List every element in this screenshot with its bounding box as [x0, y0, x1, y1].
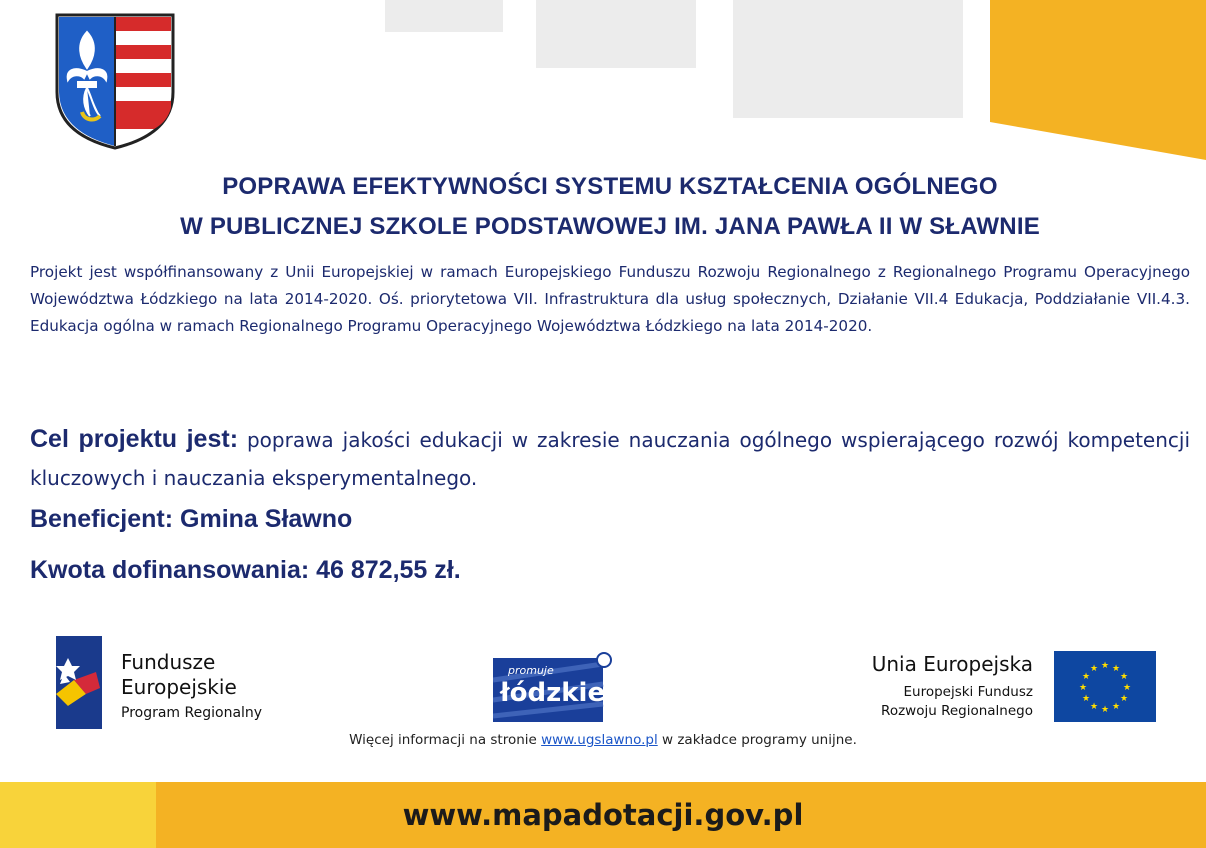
svg-text:★: ★ [1119, 694, 1129, 704]
fe-logo-line2: Europejskie [121, 675, 237, 699]
beneficiary: Beneficjent: Gmina Sławno [30, 505, 353, 533]
coat-of-arms-logo [54, 12, 176, 150]
svg-text:★: ★ [1078, 683, 1088, 693]
project-description: Projekt jest współfinansowany z Unii Europejskiej w ramach Europejskiego Funduszu Rozwoju Regionalnego z Regionalnego Programu Operacyjnego Województwa Łódzkiego na lata 2014-2020. Oś. priorytetowa VII. Infrastruktura dla usług społecznych, Działanie VII.4 Edukacja, Poddziałanie VII.4.3. Edukacja ogólna w ramach Regionalnego Programu Operacyjnego Województwa Łódzkiego na lata 2014-2020. [30, 263, 1190, 335]
goal-text: poprawa jakości edukacji w zakresie nauczania ogólnego wspierającego rozwój kompetencji kluczowych i nauczania eksperymentalnego. [30, 428, 1190, 490]
eu-flag-icon [1054, 651, 1156, 722]
fundusze-europejskie-icon [56, 636, 102, 729]
funding-amount: Kwota dofinansowania: 46 872,55 zł. [30, 556, 461, 584]
lodzkie-small-text: promuje [508, 664, 554, 677]
page-title-line-2: W PUBLICZNEJ SZKOLE PODSTAWOWEJ IM. JANA PAWŁA II W SŁAWNIE [180, 213, 1040, 240]
footer-url[interactable]: www.mapadotacji.gov.pl [402, 798, 804, 832]
goal-label: Cel projektu jest [30, 425, 230, 453]
page-title-line-1: POPRAWA EFEKTYWNOŚCI SYSTEMU KSZTAŁCENIA OGÓLNEGO [222, 173, 998, 200]
svg-text:★: ★ [1081, 694, 1091, 704]
project-goal [30, 420, 1190, 497]
svg-text:★: ★ [1111, 664, 1121, 674]
info-text-after: w zakładce programy unijne. [657, 732, 857, 748]
eu-line1: Europejski Fundusz [903, 684, 1033, 700]
fe-logo-line3: Program Regionalny [121, 705, 263, 721]
svg-text:★: ★ [1081, 672, 1091, 682]
info-text-before: Więcej informacji na stronie [349, 732, 542, 748]
lodzkie-big-text: łódzkie [500, 678, 606, 708]
svg-text:★: ★ [1089, 664, 1099, 674]
background-yellow-shape [990, 0, 1206, 160]
ugslawno-link[interactable]: www.ugslawno.pl [541, 732, 658, 748]
svg-text:★: ★ [1111, 702, 1121, 712]
svg-text:★: ★ [1100, 661, 1110, 671]
content-card [20, 163, 1200, 599]
fe-logo-line1: Fundusze [121, 650, 216, 674]
background-panel [733, 0, 963, 118]
eu-line2: Rozwoju Regionalnego [881, 703, 1033, 719]
background-panel [385, 0, 503, 32]
goal-separator: : [229, 425, 239, 453]
svg-text:★: ★ [1100, 705, 1110, 715]
background-panel [536, 0, 696, 68]
eu-title: Unia Europejska [871, 652, 1033, 676]
svg-text:★: ★ [1122, 683, 1132, 693]
svg-text:★: ★ [1119, 672, 1129, 682]
svg-text:★: ★ [1089, 702, 1099, 712]
info-line [0, 732, 1206, 748]
